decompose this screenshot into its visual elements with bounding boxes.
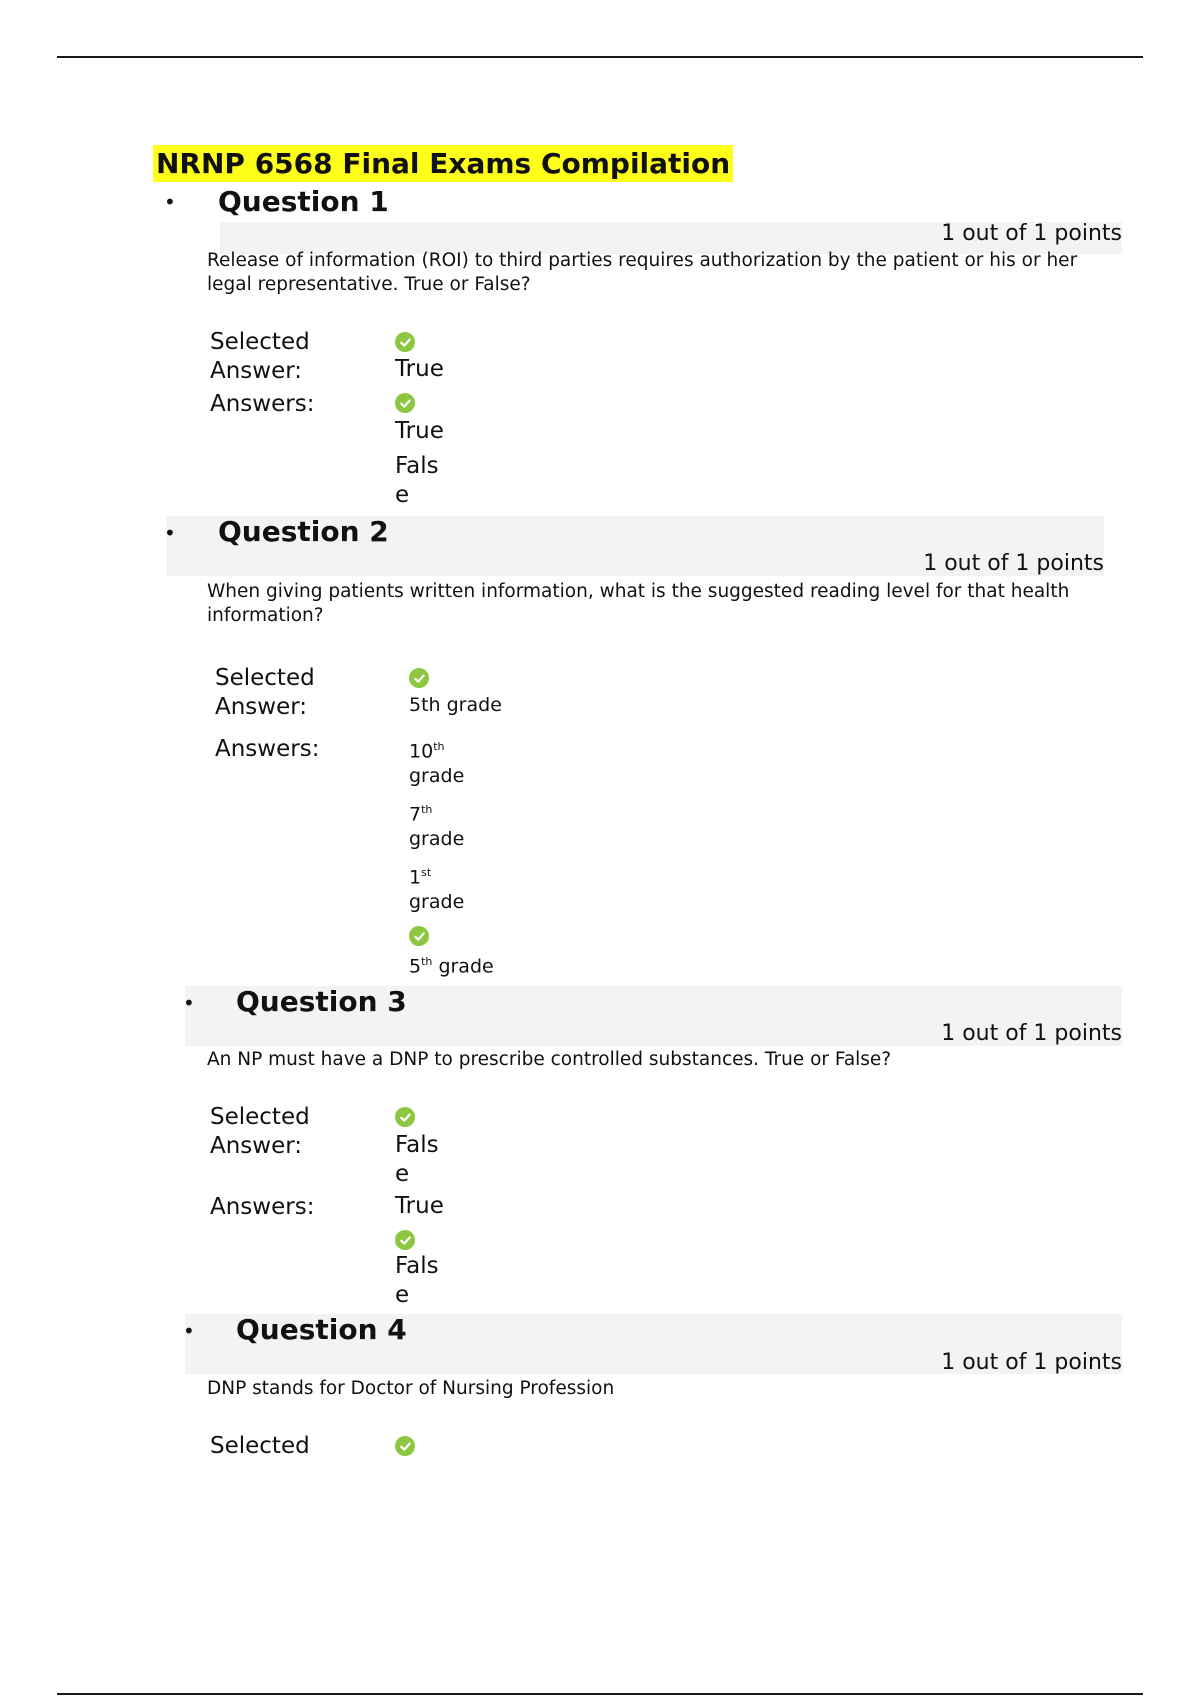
selected-label: Selected: [210, 329, 310, 355]
answer-option: 5th grade: [409, 955, 494, 978]
answer-option: False: [395, 1253, 439, 1308]
bullet: •: [183, 1319, 195, 1343]
question-text: DNP stands for Doctor of Nursing Profession: [207, 1378, 615, 1399]
question-points: 1 out of 1 points: [941, 1021, 1122, 1046]
question-text: When giving patients written information, what is the suggested reading level for that health information?: [207, 581, 1070, 626]
question-title: Question 1: [218, 185, 389, 218]
answer-option: True: [395, 418, 444, 444]
bottom-rule: [57, 1693, 1143, 1695]
question-title: Question 2: [218, 515, 389, 548]
selected-answer-label: Answer:: [215, 694, 308, 720]
answer-option: False: [395, 453, 439, 508]
answer-option: 1st grade: [409, 866, 465, 914]
selected-label: Selected: [210, 1104, 310, 1130]
question-points: 1 out of 1 points: [923, 551, 1104, 576]
answer-option: True: [395, 1193, 444, 1219]
bullet: •: [164, 190, 176, 214]
question-text: Release of information (ROI) to third parties requires authorization by the patient or his or her legal representative. True or False?: [207, 250, 1078, 295]
bullet: •: [183, 991, 195, 1015]
question-title: Question 4: [236, 1313, 407, 1346]
question-title: Question 3: [236, 985, 407, 1018]
check-circle-icon: [409, 668, 429, 688]
answer-option: 10th grade: [409, 740, 465, 788]
selected-answer-label: Answer:: [210, 1133, 303, 1159]
selected-answer-value: False: [395, 1132, 439, 1187]
answer-option: 7th grade: [409, 803, 465, 851]
document-title: NRNP 6568 Final Exams Compilation: [153, 145, 733, 182]
check-circle-icon: [395, 1436, 415, 1456]
selected-answer-label: Answer:: [210, 358, 303, 384]
check-circle-icon: [395, 1107, 415, 1127]
bullet: •: [164, 521, 176, 545]
selected-answer-value: True: [395, 356, 444, 382]
answers-label: Answers:: [210, 391, 315, 417]
check-circle-icon: [395, 393, 415, 413]
check-circle-icon: [409, 926, 429, 946]
question-text: An NP must have a DNP to prescribe controlled substances. True or False?: [207, 1049, 892, 1070]
selected-label: Selected: [215, 665, 315, 691]
question-points: 1 out of 1 points: [941, 1350, 1122, 1375]
check-circle-icon: [395, 1230, 415, 1250]
answers-label: Answers:: [210, 1194, 315, 1220]
top-rule: [57, 56, 1143, 58]
question-points: 1 out of 1 points: [941, 221, 1122, 246]
selected-answer-value: 5th grade: [409, 694, 502, 716]
selected-label: Selected: [210, 1433, 310, 1459]
answers-label: Answers:: [215, 736, 320, 762]
check-circle-icon: [395, 332, 415, 352]
